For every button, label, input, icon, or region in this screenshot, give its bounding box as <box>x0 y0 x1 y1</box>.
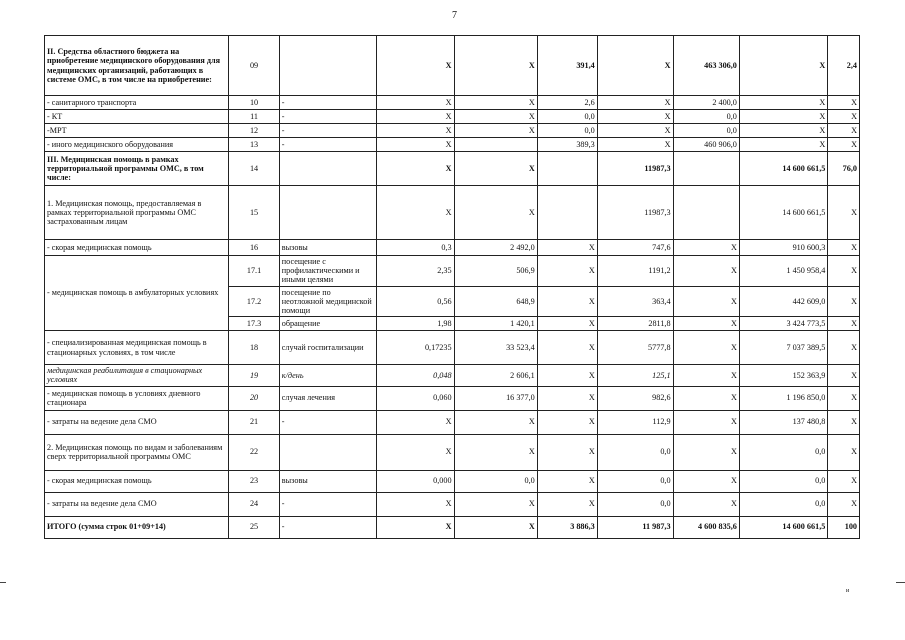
value-cell-c8: Х <box>673 317 739 331</box>
value-cell-c10: 76,0 <box>828 152 860 186</box>
value-cell-c6: 391,4 <box>537 36 597 96</box>
value-cell-c5: 16 377,0 <box>454 386 537 410</box>
value-cell-c5: 1 420,1 <box>454 317 537 331</box>
table-row <box>45 36 860 96</box>
unit-cell: - <box>279 138 376 152</box>
value-cell-c6: Х <box>537 240 597 256</box>
value-cell-c6: Х <box>537 492 597 516</box>
row-code-cell: 14 <box>229 152 280 186</box>
value-cell-c9: Х <box>739 36 827 96</box>
value-cell-c6: 2,6 <box>537 96 597 110</box>
table-row <box>45 152 860 186</box>
row-code-cell: 22 <box>229 434 280 470</box>
value-cell-c4: 1,98 <box>376 317 454 331</box>
table-row <box>45 386 860 410</box>
value-cell-c10: Х <box>828 434 860 470</box>
value-cell-c4: Х <box>376 96 454 110</box>
value-cell-c10: Х <box>828 138 860 152</box>
value-cell-c9: 1 450 958,4 <box>739 256 827 287</box>
value-cell-c7: Х <box>597 138 673 152</box>
value-cell-c7: 0,0 <box>597 470 673 492</box>
table-row <box>45 124 860 138</box>
value-cell-c6: Х <box>537 434 597 470</box>
value-cell-c6: Х <box>537 331 597 365</box>
value-cell-c7: Х <box>597 36 673 96</box>
row-code-cell: 15 <box>229 186 280 240</box>
row-code-cell: 11 <box>229 110 280 124</box>
table-row <box>45 186 860 240</box>
value-cell-c5: 2 492,0 <box>454 240 537 256</box>
table-row <box>45 331 860 365</box>
value-cell-c9: 14 600 661,5 <box>739 152 827 186</box>
value-cell-c4: Х <box>376 36 454 96</box>
value-cell-c6: 0,0 <box>537 110 597 124</box>
value-cell-c6: Х <box>537 256 597 287</box>
value-cell-c10: Х <box>828 365 860 386</box>
value-cell-c7: 5777,8 <box>597 331 673 365</box>
value-cell-c4: Х <box>376 516 454 538</box>
table-row <box>45 256 860 287</box>
row-name-cell: ИТОГО (сумма строк 01+09+14) <box>45 516 229 538</box>
value-cell-c5: Х <box>454 434 537 470</box>
row-code-cell: 17.2 <box>229 286 280 317</box>
value-cell-c8: 460 906,0 <box>673 138 739 152</box>
value-cell-c7: 363,4 <box>597 286 673 317</box>
value-cell-c10: Х <box>828 492 860 516</box>
value-cell-c9: 14 600 661,5 <box>739 186 827 240</box>
value-cell-c9: Х <box>739 124 827 138</box>
value-cell-c10: Х <box>828 96 860 110</box>
value-cell-c5: 648,9 <box>454 286 537 317</box>
value-cell-c8: 463 306,0 <box>673 36 739 96</box>
row-code-cell: 21 <box>229 410 280 434</box>
row-name-cell: - скорая медицинская помощь <box>45 470 229 492</box>
table-row <box>45 365 860 386</box>
unit-cell: - <box>279 516 376 538</box>
value-cell-c10: Х <box>828 470 860 492</box>
value-cell-c9: Х <box>739 138 827 152</box>
value-cell-c6 <box>537 186 597 240</box>
table-row <box>45 138 860 152</box>
unit-cell: обращение <box>279 317 376 331</box>
value-cell-c6: Х <box>537 286 597 317</box>
unit-cell: посещение по неотложной медицинской помощи <box>279 286 376 317</box>
row-name-cell: - скорая медицинская помощь <box>45 240 229 256</box>
value-cell-c10: 2,4 <box>828 36 860 96</box>
table-row <box>45 410 860 434</box>
value-cell-c7: Х <box>597 110 673 124</box>
unit-cell <box>279 186 376 240</box>
value-cell-c9: Х <box>739 96 827 110</box>
value-cell-c8: Х <box>673 434 739 470</box>
value-cell-c5: Х <box>454 96 537 110</box>
value-cell-c4: 0,048 <box>376 365 454 386</box>
value-cell-c6 <box>537 152 597 186</box>
value-cell-c10: Х <box>828 186 860 240</box>
value-cell-c9: 910 600,3 <box>739 240 827 256</box>
value-cell-c6: 389,3 <box>537 138 597 152</box>
value-cell-c5: 506,9 <box>454 256 537 287</box>
value-cell-c7: 982,6 <box>597 386 673 410</box>
value-cell-c4: Х <box>376 152 454 186</box>
row-name-cell: III. Медицинская помощь в рамках территориальной программы ОМС, в том числе: <box>45 152 229 186</box>
value-cell-c4: 2,35 <box>376 256 454 287</box>
value-cell-c7: Х <box>597 124 673 138</box>
value-cell-c10: Х <box>828 256 860 287</box>
value-cell-c5: Х <box>454 516 537 538</box>
value-cell-c10: Х <box>828 286 860 317</box>
unit-cell: посещение с профилактическими и иными целями <box>279 256 376 287</box>
row-code-cell: 17.3 <box>229 317 280 331</box>
value-cell-c5: Х <box>454 492 537 516</box>
value-cell-c8: Х <box>673 410 739 434</box>
value-cell-c8: Х <box>673 331 739 365</box>
value-cell-c6: Х <box>537 365 597 386</box>
value-cell-c8 <box>673 152 739 186</box>
row-code-cell: 23 <box>229 470 280 492</box>
value-cell-c10: Х <box>828 410 860 434</box>
value-cell-c6: 3 886,3 <box>537 516 597 538</box>
value-cell-c10: Х <box>828 317 860 331</box>
scan-edge-mark-right <box>896 582 905 583</box>
value-cell-c4: Х <box>376 434 454 470</box>
value-cell-c9: Х <box>739 110 827 124</box>
row-code-cell: 12 <box>229 124 280 138</box>
row-name-cell: - затраты на ведение дела СМО <box>45 410 229 434</box>
value-cell-c7: 11987,3 <box>597 152 673 186</box>
corner-mark: и <box>846 588 850 594</box>
row-name-cell: - КТ <box>45 110 229 124</box>
unit-cell: - <box>279 492 376 516</box>
value-cell-c8: 2 400,0 <box>673 96 739 110</box>
value-cell-c8: Х <box>673 365 739 386</box>
unit-cell <box>279 434 376 470</box>
value-cell-c7: 2811,8 <box>597 317 673 331</box>
value-cell-c9: 137 480,8 <box>739 410 827 434</box>
value-cell-c8: 4 600 835,6 <box>673 516 739 538</box>
unit-cell: вызовы <box>279 470 376 492</box>
row-code-cell: 19 <box>229 365 280 386</box>
unit-cell: - <box>279 110 376 124</box>
value-cell-c8: Х <box>673 492 739 516</box>
unit-cell: случая лечения <box>279 386 376 410</box>
value-cell-c4: 0,56 <box>376 286 454 317</box>
value-cell-c5: 0,0 <box>454 470 537 492</box>
value-cell-c9: 442 609,0 <box>739 286 827 317</box>
value-cell-c5: Х <box>454 152 537 186</box>
row-name-cell: - медицинская помощь в амбулаторных условиях <box>45 256 229 331</box>
value-cell-c5: 2 606,1 <box>454 365 537 386</box>
value-cell-c10: 100 <box>828 516 860 538</box>
row-code-cell: 09 <box>229 36 280 96</box>
value-cell-c4: 0,060 <box>376 386 454 410</box>
value-cell-c10: Х <box>828 124 860 138</box>
value-cell-c6: Х <box>537 317 597 331</box>
value-cell-c4: Х <box>376 186 454 240</box>
value-cell-c9: 14 600 661,5 <box>739 516 827 538</box>
value-cell-c9: 0,0 <box>739 434 827 470</box>
table-row <box>45 470 860 492</box>
value-cell-c5: Х <box>454 186 537 240</box>
table-row <box>45 492 860 516</box>
value-cell-c9: 7 037 389,5 <box>739 331 827 365</box>
value-cell-c7: 747,6 <box>597 240 673 256</box>
row-name-cell: медицинская реабилитация в стационарных условиях <box>45 365 229 386</box>
table-row <box>45 516 860 538</box>
value-cell-c5: Х <box>454 410 537 434</box>
row-code-cell: 20 <box>229 386 280 410</box>
value-cell-c7: 125,1 <box>597 365 673 386</box>
value-cell-c6: Х <box>537 386 597 410</box>
value-cell-c5 <box>454 138 537 152</box>
value-cell-c10: Х <box>828 386 860 410</box>
value-cell-c8: Х <box>673 240 739 256</box>
value-cell-c7: 112,9 <box>597 410 673 434</box>
value-cell-c7: 0,0 <box>597 434 673 470</box>
table-row <box>45 110 860 124</box>
value-cell-c4: Х <box>376 410 454 434</box>
value-cell-c4: Х <box>376 492 454 516</box>
value-cell-c5: Х <box>454 124 537 138</box>
value-cell-c8 <box>673 186 739 240</box>
table-row <box>45 96 860 110</box>
value-cell-c7: 1191,2 <box>597 256 673 287</box>
value-cell-c4: 0,3 <box>376 240 454 256</box>
row-code-cell: 18 <box>229 331 280 365</box>
value-cell-c8: 0,0 <box>673 124 739 138</box>
value-cell-c6: 0,0 <box>537 124 597 138</box>
unit-cell: - <box>279 410 376 434</box>
row-code-cell: 13 <box>229 138 280 152</box>
value-cell-c8: Х <box>673 256 739 287</box>
value-cell-c6: Х <box>537 410 597 434</box>
row-name-cell: II. Средства областного бюджета на приобретение медицинского оборудования для медицинских организаций, работающих в системе ОМС, в том числе на приобретение: <box>45 36 229 96</box>
unit-cell: вызовы <box>279 240 376 256</box>
value-cell-c7: 11987,3 <box>597 186 673 240</box>
row-name-cell: - медицинская помощь в условиях дневного стационара <box>45 386 229 410</box>
value-cell-c4: 0,000 <box>376 470 454 492</box>
value-cell-c7: 0,0 <box>597 492 673 516</box>
row-code-cell: 24 <box>229 492 280 516</box>
unit-cell: к/день <box>279 365 376 386</box>
scan-edge-mark-left <box>0 582 6 583</box>
value-cell-c8: 0,0 <box>673 110 739 124</box>
unit-cell <box>279 36 376 96</box>
value-cell-c4: Х <box>376 124 454 138</box>
row-name-cell: 1. Медицинская помощь, предоставляемая в рамках территориальной программы ОМС застрахованным лицам <box>45 186 229 240</box>
row-name-cell: - специализированная медицинская помощь в стационарных условиях, в том числе <box>45 331 229 365</box>
value-cell-c4: Х <box>376 138 454 152</box>
value-cell-c9: 0,0 <box>739 492 827 516</box>
value-cell-c9: 152 363,9 <box>739 365 827 386</box>
row-code-cell: 17.1 <box>229 256 280 287</box>
page-number: 7 <box>452 10 457 21</box>
row-name-cell: - санитарного транспорта <box>45 96 229 110</box>
row-name-cell: 2. Медицинская помощь по видам и заболеваниям сверх территориальной программы ОМС <box>45 434 229 470</box>
table-row <box>45 434 860 470</box>
value-cell-c10: Х <box>828 240 860 256</box>
unit-cell: случай госпитализации <box>279 331 376 365</box>
value-cell-c10: Х <box>828 110 860 124</box>
value-cell-c8: Х <box>673 286 739 317</box>
row-name-cell: - иного медицинского оборудования <box>45 138 229 152</box>
value-cell-c8: Х <box>673 470 739 492</box>
table-row <box>45 240 860 256</box>
value-cell-c10: Х <box>828 331 860 365</box>
value-cell-c6: Х <box>537 470 597 492</box>
value-cell-c5: Х <box>454 36 537 96</box>
value-cell-c7: 11 987,3 <box>597 516 673 538</box>
row-name-cell: -МРТ <box>45 124 229 138</box>
value-cell-c8: Х <box>673 386 739 410</box>
value-cell-c9: 3 424 773,5 <box>739 317 827 331</box>
unit-cell <box>279 152 376 186</box>
unit-cell: - <box>279 124 376 138</box>
row-code-cell: 10 <box>229 96 280 110</box>
value-cell-c5: Х <box>454 110 537 124</box>
value-cell-c4: 0,17235 <box>376 331 454 365</box>
territorial-program-cost-table <box>44 35 860 539</box>
value-cell-c7: Х <box>597 96 673 110</box>
row-name-cell: - затраты на ведение дела СМО <box>45 492 229 516</box>
row-code-cell: 16 <box>229 240 280 256</box>
row-code-cell: 25 <box>229 516 280 538</box>
value-cell-c5: 33 523,4 <box>454 331 537 365</box>
value-cell-c9: 0,0 <box>739 470 827 492</box>
value-cell-c4: Х <box>376 110 454 124</box>
unit-cell: - <box>279 96 376 110</box>
value-cell-c9: 1 196 850,0 <box>739 386 827 410</box>
